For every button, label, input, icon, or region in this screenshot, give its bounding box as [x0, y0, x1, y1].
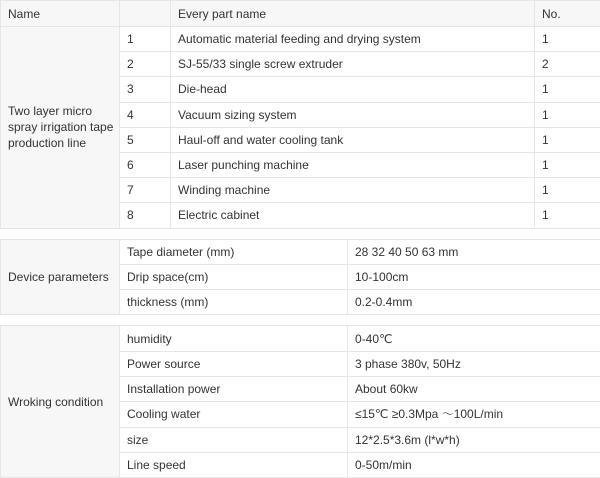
part-name: Winding machine	[171, 178, 535, 203]
part-name: Laser punching machine	[171, 152, 535, 177]
condition-name: Cooling water	[120, 402, 348, 427]
table-row	[1, 27, 600, 52]
row-index: 4	[120, 102, 171, 127]
production-line-label: Two layer micro spray irrigation tape production line	[1, 27, 120, 229]
condition-value: 3 phase 380v, 50Hz	[348, 351, 600, 376]
condition-name: Power source	[120, 351, 348, 376]
condition-value: About 60kw	[348, 376, 600, 401]
device-parameters-label: Device parameters	[1, 239, 120, 315]
table-row	[1, 239, 600, 264]
table-spacer	[0, 315, 600, 325]
part-name: Haul-off and water cooling tank	[171, 127, 535, 152]
condition-name: humidity	[120, 326, 348, 351]
parameter-name: Drip space(cm)	[120, 264, 348, 289]
condition-name: size	[120, 427, 348, 452]
parts-header-row	[1, 1, 600, 27]
part-quantity: 1	[535, 152, 600, 177]
part-quantity: 1	[535, 102, 600, 127]
working-condition-label: Wroking condition	[1, 326, 120, 478]
parameter-value: 10-100cm	[348, 264, 600, 289]
row-index: 1	[120, 27, 171, 52]
row-index: 3	[120, 77, 171, 102]
part-name: Vacuum sizing system	[171, 102, 535, 127]
table-row	[1, 326, 600, 351]
header-part: Every part name	[171, 1, 535, 27]
table-spacer	[0, 229, 600, 239]
part-name: SJ-55/33 single screw extruder	[171, 52, 535, 77]
parameter-value: 28 32 40 50 63 mm	[348, 239, 600, 264]
row-index: 8	[120, 203, 171, 228]
condition-value: 12*2.5*3.6m (l*w*h)	[348, 427, 600, 452]
parameter-name: thickness (mm)	[120, 290, 348, 315]
condition-name: Line speed	[120, 452, 348, 477]
condition-value: 0-50m/min	[348, 452, 600, 477]
header-index	[120, 1, 171, 27]
part-quantity: 1	[535, 27, 600, 52]
part-quantity: 1	[535, 127, 600, 152]
part-name: Electric cabinet	[171, 203, 535, 228]
working-condition-table	[0, 325, 600, 478]
part-name: Automatic material feeding and drying system	[171, 27, 535, 52]
row-index: 5	[120, 127, 171, 152]
header-name: Name	[1, 1, 120, 27]
row-index: 2	[120, 52, 171, 77]
parts-table	[0, 0, 600, 229]
header-no: No.	[535, 1, 600, 27]
part-name: Die-head	[171, 77, 535, 102]
parameter-name: Tape diameter (mm)	[120, 239, 348, 264]
condition-value: 0-40℃	[348, 326, 600, 351]
part-quantity: 1	[535, 203, 600, 228]
row-index: 7	[120, 178, 171, 203]
device-parameters-table	[0, 239, 600, 316]
condition-name: Installation power	[120, 376, 348, 401]
part-quantity: 2	[535, 52, 600, 77]
part-quantity: 1	[535, 178, 600, 203]
row-index: 6	[120, 152, 171, 177]
part-quantity: 1	[535, 77, 600, 102]
condition-value: ≤15℃ ≥0.3Mpa ～100L/min	[348, 402, 600, 427]
parameter-value: 0.2-0.4mm	[348, 290, 600, 315]
